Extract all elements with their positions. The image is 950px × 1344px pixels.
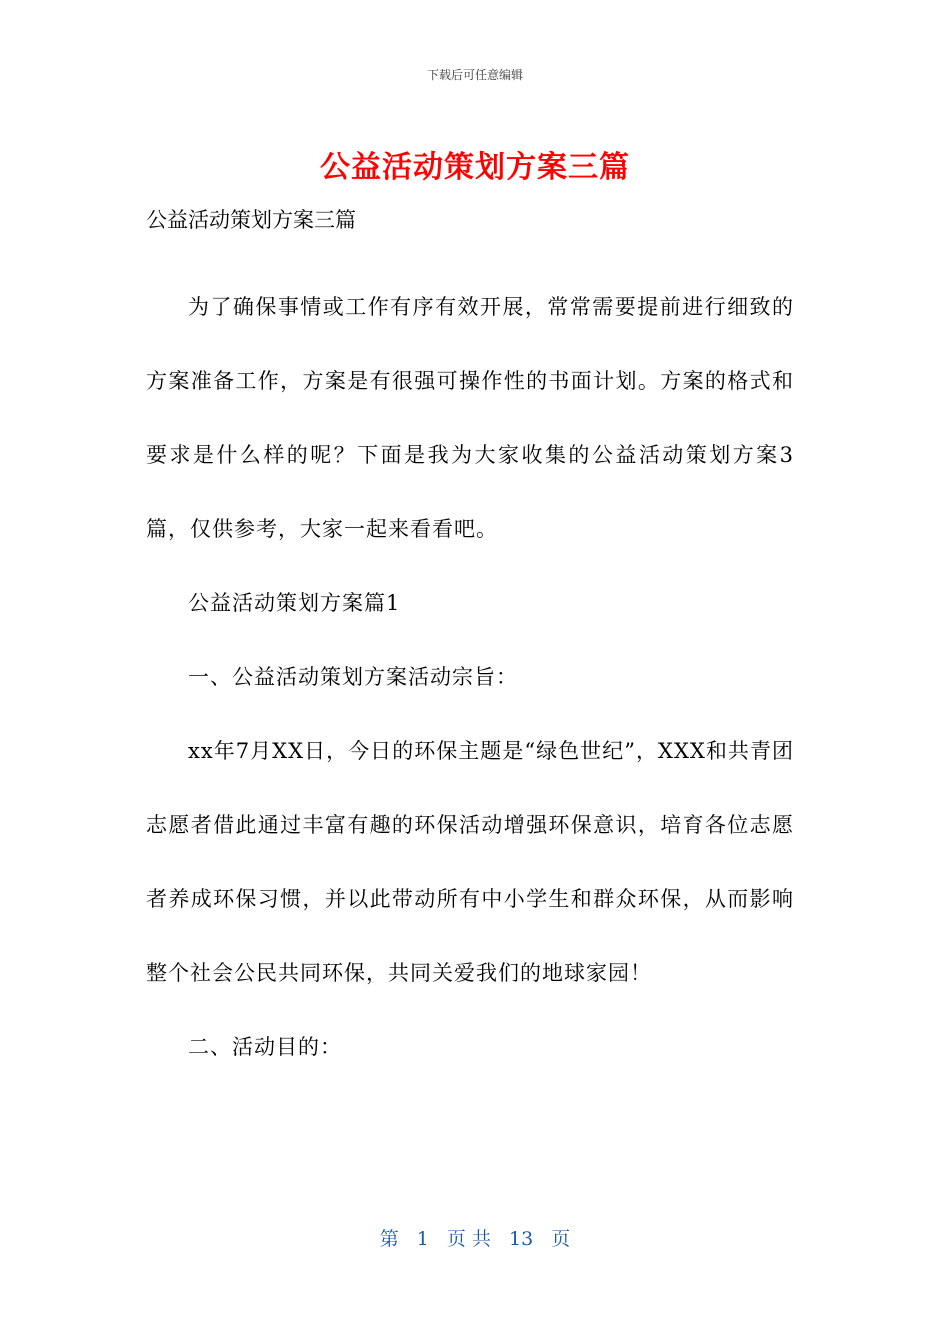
document-body xyxy=(146,200,794,1084)
footer-prefix: 第 xyxy=(379,1228,399,1250)
paragraph-purpose-heading: 一、公益活动策划方案活动宗旨： xyxy=(188,665,518,689)
header-note: 下载后可任意编辑 xyxy=(426,68,523,82)
footer-suffix: 页 xyxy=(551,1228,571,1250)
footer-current-page: 1 xyxy=(416,1228,429,1250)
page-footer xyxy=(0,1224,950,1251)
paragraph-purpose-body: xx年7月XX日，今日的环保主题是“绿色世纪”，XXX和共青团志愿者借此通过丰富有趣的环保活动增强环保意识，培育各位志愿者养成环保习惯，并以此带动所有中小学生和群众环保，从而影响整个社会公民共同环保，共同关爱我们的地球家园！ xyxy=(146,739,794,985)
footer-total-pages: 13 xyxy=(509,1228,534,1250)
paragraph-section-heading: 公益活动策划方案篇1 xyxy=(188,591,401,615)
document-subtitle: 公益活动策划方案三篇 xyxy=(146,208,356,232)
paragraph-intro: 为了确保事情或工作有序有效开展，常常需要提前进行细致的方案准备工作，方案是有很强可操作性的书面计划。方案的格式和要求是什么样的呢？下面是我为大家收集的公益活动策划方案3篇，仅供参考，大家一起来看看吧。 xyxy=(146,295,794,541)
paragraph-goal-heading: 二、活动目的： xyxy=(188,1035,342,1059)
document-title: 公益活动策划方案三篇 xyxy=(320,150,630,185)
footer-middle: 页 共 xyxy=(446,1228,491,1250)
